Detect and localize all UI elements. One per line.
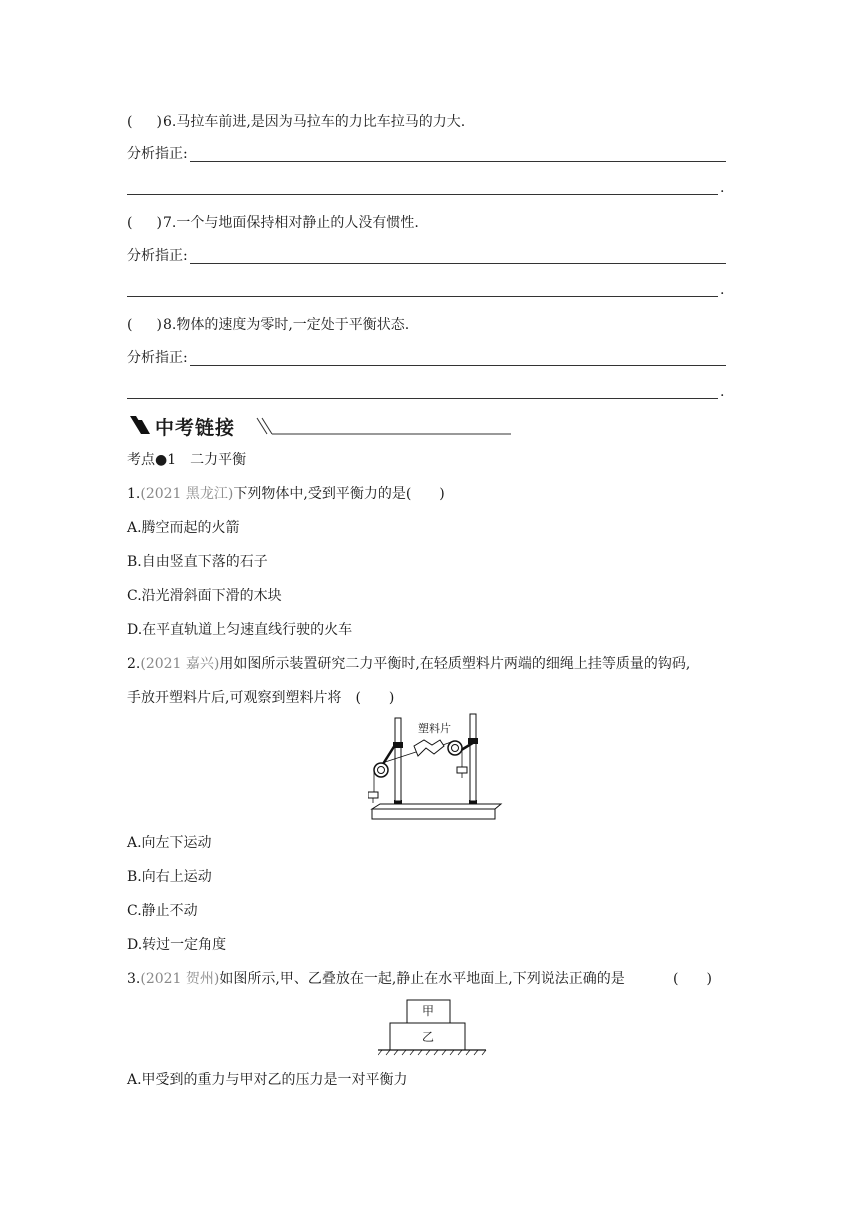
review-text: 8.物体的速度为零时,一定处于平衡状态. (163, 317, 410, 333)
answer-bracket[interactable]: ( ) (673, 971, 712, 987)
analysis-label: 分析指正: (127, 350, 188, 366)
question-2-line2: 手放开塑料片后,可观察到塑料片将 ( ) (127, 690, 395, 706)
section-title: 中考链接 (155, 417, 236, 439)
block-label-top: 甲 (422, 1004, 435, 1018)
question-source: (2021 黑龙江) (140, 486, 234, 502)
option-b[interactable]: B.向右上运动 (127, 869, 212, 885)
review-item-6 (127, 113, 465, 131)
answer-bracket[interactable]: ( ) (127, 114, 162, 130)
option-d[interactable]: D.在平直轨道上匀速直线行驶的火车 (127, 622, 353, 638)
end-mark: . (720, 282, 725, 298)
answer-line[interactable] (127, 194, 718, 195)
end-mark: . (720, 384, 725, 400)
option-d[interactable]: D.转过一定角度 (127, 937, 227, 953)
review-item-8 (127, 316, 409, 334)
option-c[interactable]: C.静止不动 (127, 903, 198, 919)
review-item-7 (127, 214, 419, 232)
question-3: 3.(2021 贺州)如图所示,甲、乙叠放在一起,静止在水平地面上,下列说法正确的是 (127, 971, 625, 987)
answer-bracket[interactable]: ( ) (127, 215, 162, 231)
option-a[interactable]: A.甲受到的重力与甲对乙的压力是一对平衡力 (127, 1072, 408, 1088)
stacked-blocks-figure (378, 998, 488, 1058)
question-source: (2021 嘉兴) (140, 656, 220, 672)
option-a[interactable]: A.向左下运动 (127, 835, 212, 851)
question-1: 1.(2021 黑龙江)下列物体中,受到平衡力的是( ) (127, 486, 445, 502)
option-b[interactable]: B.自由竖直下落的石子 (127, 554, 268, 570)
question-2: 2.(2021 嘉兴)用如图所示装置研究二力平衡时,在轻质塑料片两端的细绳上挂等质量的钩码, (127, 656, 691, 672)
question-source: (2021 贺州) (140, 971, 220, 987)
answer-line[interactable] (127, 296, 718, 297)
answer-line[interactable] (190, 365, 726, 366)
review-text: 7.一个与地面保持相对静止的人没有惯性. (163, 215, 419, 231)
answer-line[interactable] (127, 398, 718, 399)
option-c[interactable]: C.沿光滑斜面下滑的木块 (127, 588, 282, 604)
section-header (127, 412, 527, 438)
answer-bracket[interactable]: ( ) (127, 317, 162, 333)
topic-heading: 考点●1 二力平衡 (127, 452, 247, 468)
balance-apparatus-figure (368, 712, 503, 822)
block-label-bottom: 乙 (422, 1030, 435, 1044)
answer-line[interactable] (190, 161, 726, 162)
analysis-label: 分析指正: (127, 146, 188, 162)
analysis-label: 分析指正: (127, 248, 188, 264)
answer-line[interactable] (190, 263, 726, 264)
option-a[interactable]: A.腾空而起的火箭 (127, 520, 240, 536)
review-text: 6.马拉车前进,是因为马拉车的力比车拉马的力大. (163, 114, 466, 130)
end-mark: . (720, 180, 725, 196)
figure-label: 塑料片 (418, 722, 451, 735)
